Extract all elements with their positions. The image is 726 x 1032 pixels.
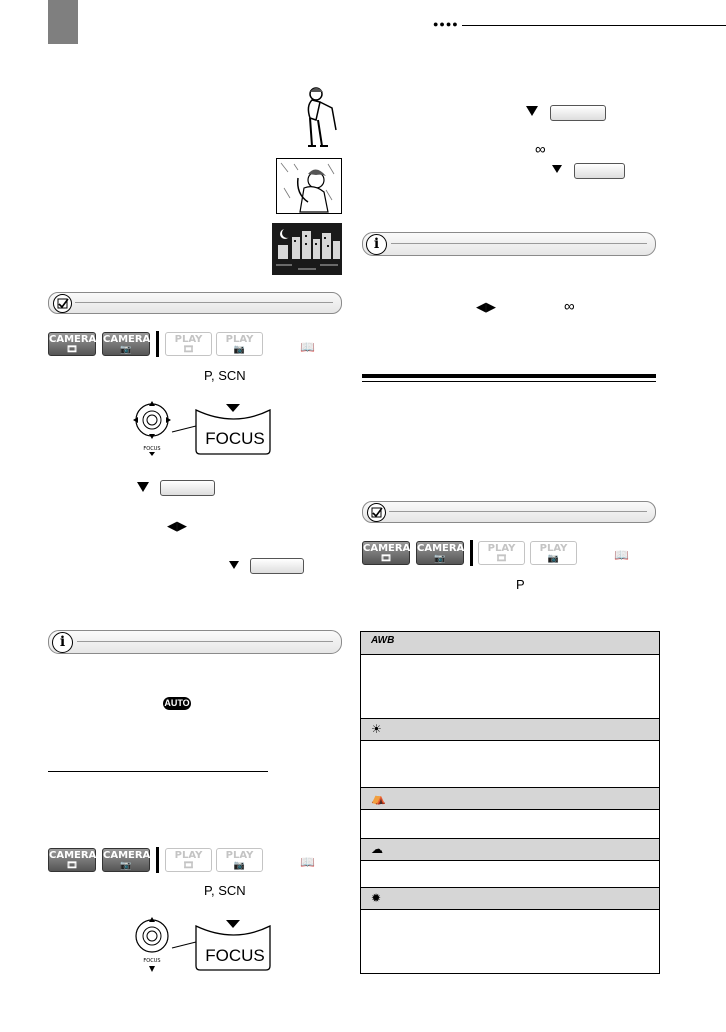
mode-play-photo: PLAY 📷 — [530, 541, 577, 565]
book-icon: 📖 — [614, 548, 629, 562]
mode-camera-photo: CAMERA 📷 — [103, 334, 151, 355]
infinity-symbol: ∞ — [535, 141, 546, 158]
preparation-bar — [48, 292, 342, 314]
night-city-illustration — [272, 223, 342, 275]
tungsten-bulb-icon: ✹ — [371, 891, 382, 905]
focus-button-graphic — [250, 558, 304, 574]
program-modes: P, SCN — [204, 883, 246, 898]
down-triangle-icon — [229, 561, 239, 569]
mode-play-movie: PLAY 🎞 — [165, 848, 212, 872]
program-mode: P — [516, 577, 525, 592]
chapter-tab — [48, 0, 78, 44]
down-triangle-icon — [526, 106, 538, 116]
header-rule — [462, 25, 726, 26]
mode-separator — [156, 331, 159, 357]
checkmark-icon — [367, 503, 386, 522]
sun-icon: ☀ — [371, 722, 382, 736]
mode-camera-movie: CAMERA 🎞 — [49, 334, 97, 355]
down-triangle-icon — [137, 482, 149, 492]
golfer-illustration — [296, 84, 342, 150]
svg-text:FOCUS: FOCUS — [143, 958, 161, 964]
book-icon: 📖 — [300, 340, 315, 354]
mode-play-photo: PLAY 📷 — [216, 332, 263, 356]
mode-separator — [156, 847, 159, 873]
mode-separator — [470, 540, 473, 566]
focus-button-graphic — [160, 480, 215, 496]
section-rule-thin — [362, 381, 656, 382]
section-rule-thick — [362, 374, 656, 378]
focus-button-graphic — [574, 163, 625, 179]
wb-row-daylight — [361, 718, 659, 741]
mode-camera-photo: CAMERA 📷 — [103, 850, 151, 871]
notes-bar — [362, 232, 656, 256]
mode-play-movie: PLAY 🎞 — [165, 332, 212, 356]
mode-play-movie: PLAY 🎞 — [478, 541, 525, 565]
white-balance-table — [360, 631, 660, 974]
shade-icon: ⛺ — [371, 791, 386, 805]
header-dots: ●●●● — [433, 19, 459, 29]
mode-camera-movie: CAMERA 🎞 — [363, 543, 411, 564]
left-right-arrows: ◀▶ — [476, 299, 496, 314]
preparation-bar — [362, 501, 656, 523]
auto-mode-icon: AUTO — [164, 698, 190, 708]
wb-row-tungsten — [361, 887, 659, 910]
infinity-symbol: ∞ — [564, 298, 575, 315]
wb-row-shade — [361, 787, 659, 810]
auto-wb-icon: AWB — [371, 635, 395, 646]
focus-label-1: FOCUS — [205, 429, 265, 448]
book-icon: 📖 — [300, 855, 315, 869]
mode-camera-movie: CAMERA 🎞 — [49, 850, 97, 871]
rain-portrait-illustration — [276, 158, 342, 214]
notes-bar — [48, 630, 342, 654]
mode-camera-photo: CAMERA 📷 — [417, 543, 465, 564]
wb-row-cloudy — [361, 838, 659, 861]
section-rule — [48, 771, 268, 772]
focus-label-2: FOCUS — [205, 946, 265, 965]
checkmark-icon — [53, 294, 72, 313]
svg-text:FOCUS: FOCUS — [143, 446, 161, 452]
left-right-arrows: ◀▶ — [167, 518, 187, 533]
info-icon: i — [52, 632, 73, 653]
info-icon: i — [366, 234, 387, 255]
program-modes: P, SCN — [204, 368, 246, 383]
wb-row-auto — [361, 632, 659, 655]
cloud-icon: ☁ — [371, 842, 383, 856]
focus-button-graphic — [550, 105, 606, 121]
down-triangle-icon — [552, 165, 562, 173]
mode-play-photo: PLAY 📷 — [216, 848, 263, 872]
